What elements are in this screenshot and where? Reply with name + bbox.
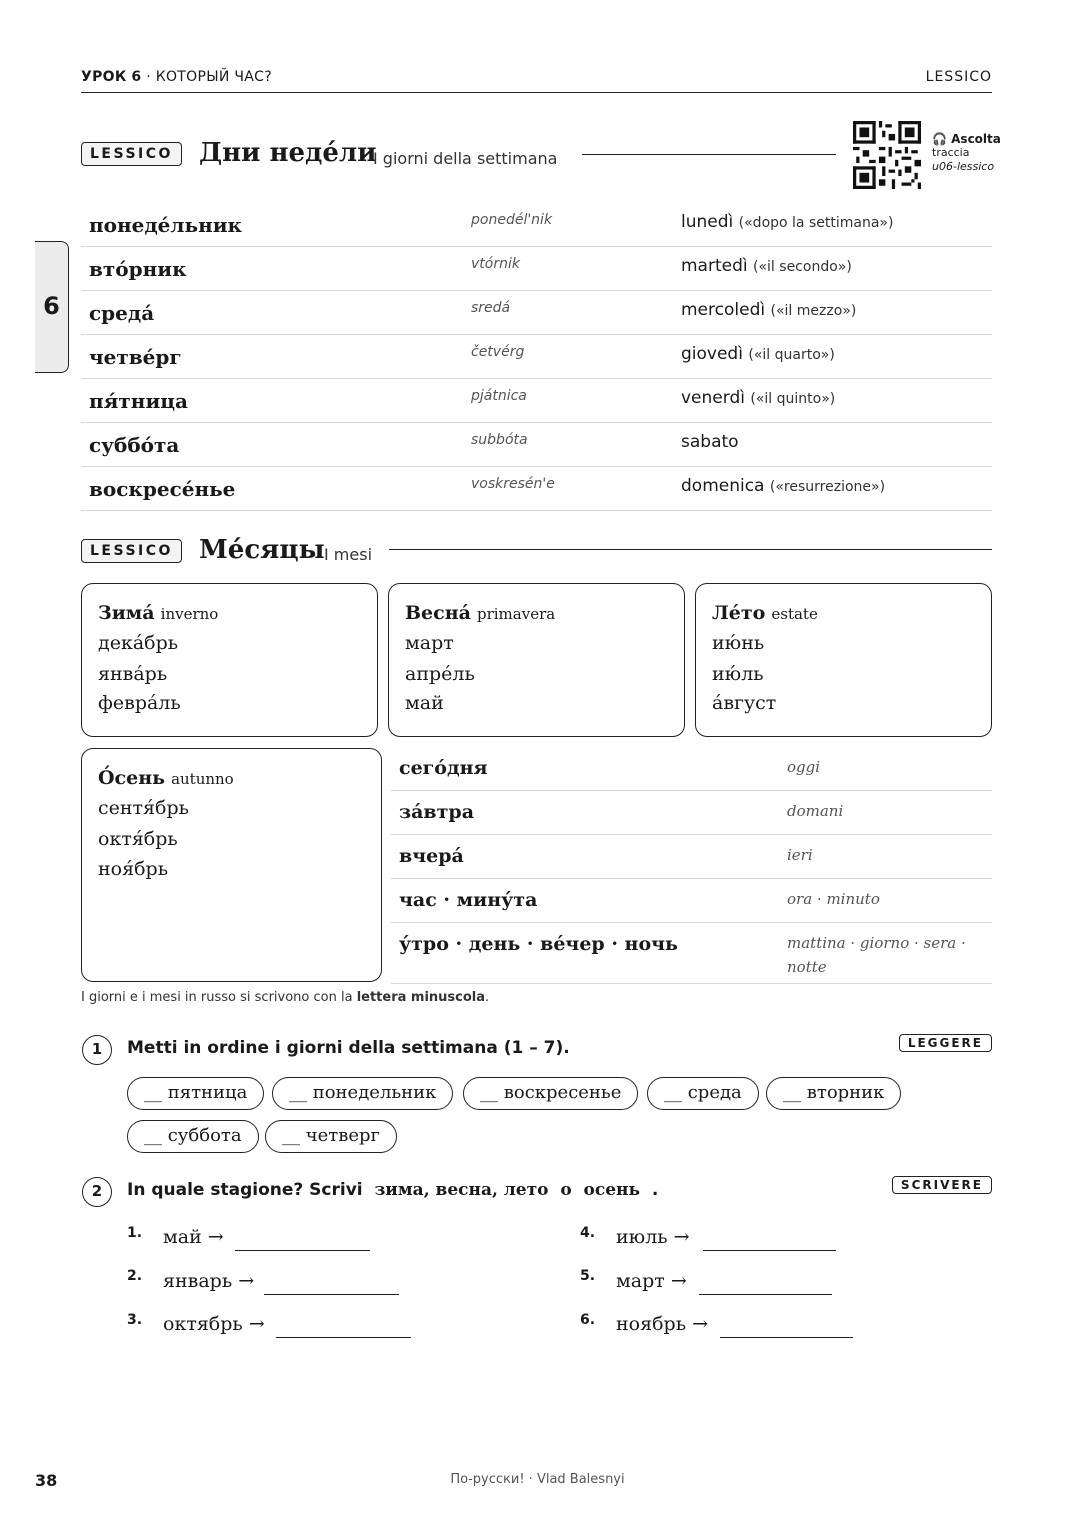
- audio-track-id: u06-lessico: [932, 160, 995, 173]
- day-transliteration: vtórnik: [471, 256, 520, 272]
- season-box-winter: [81, 583, 378, 737]
- question-number: 6.: [580, 1312, 596, 1328]
- answer-blank[interactable]: [720, 1337, 853, 1338]
- month-name: апре́ль: [405, 663, 475, 685]
- footer-credit: По-русски! · Vlad Balesnyi: [450, 1472, 625, 1487]
- day-russian: среда́: [89, 301, 155, 325]
- months-subtitle: I mesi: [324, 545, 373, 564]
- day-note: («il quinto»): [750, 391, 836, 407]
- section-rule: [389, 549, 992, 550]
- day-russian: воскресе́нье: [89, 477, 236, 501]
- season-box-spring: [388, 583, 685, 737]
- month-name: янва́рь: [98, 663, 168, 685]
- question-number: 3.: [127, 1312, 143, 1328]
- answer-blank[interactable]: [699, 1294, 832, 1295]
- note-text: I giorni e i mesi in russo si scrivono con la: [81, 990, 357, 1005]
- day-italian: venerdì: [681, 388, 745, 408]
- table-row: [391, 835, 992, 879]
- month-name: март: [405, 632, 454, 654]
- question-text: май →: [163, 1226, 224, 1248]
- table-row: [391, 923, 992, 984]
- day-russian: понеде́льник: [89, 213, 242, 237]
- running-header: [81, 69, 272, 85]
- note-bold: lettera minuscola: [356, 990, 486, 1005]
- season-italian: inverno: [160, 605, 219, 623]
- day-transliteration: subbóta: [471, 432, 528, 448]
- answer-blank[interactable]: [276, 1337, 411, 1338]
- header-rule: [81, 92, 992, 93]
- season-name: Весна́: [405, 602, 471, 624]
- month-name: май: [405, 692, 444, 714]
- table-row: [81, 467, 992, 511]
- months-title: Ме́сяцы: [199, 535, 325, 565]
- day-note: («il secondo»): [753, 259, 852, 275]
- audio-track-label: traccia: [932, 146, 970, 159]
- word-italian: ora · minuto: [787, 890, 880, 908]
- day-russian: пя́тница: [89, 389, 189, 413]
- ordering-pill[interactable]: __ воскресенье: [463, 1077, 638, 1110]
- section-rule: [582, 154, 836, 155]
- answer-blank[interactable]: [264, 1294, 399, 1295]
- day-transliteration: četvérg: [471, 344, 525, 360]
- word-russian: сего́дня: [399, 757, 488, 779]
- ordering-pill[interactable]: __ вторник: [766, 1077, 901, 1110]
- grammar-note: [81, 990, 489, 1005]
- days-table: [81, 203, 992, 511]
- word-italian: mattina · giorno · sera · notte: [787, 934, 966, 976]
- question-text: ноябрь →: [616, 1313, 708, 1335]
- word-italian: oggi: [787, 758, 821, 776]
- table-row: [81, 247, 992, 291]
- lesson-title: КОТОРЫЙ ЧАС?: [155, 69, 272, 85]
- exercise-title: [127, 1180, 658, 1200]
- answer-blank[interactable]: [703, 1250, 836, 1251]
- day-note: («dopo la settimana»): [738, 215, 894, 231]
- word-italian: ieri: [787, 846, 813, 864]
- ordering-pill[interactable]: __ понедельник: [272, 1077, 453, 1110]
- month-name: февра́ль: [98, 692, 181, 714]
- section-label: LESSICO: [925, 69, 992, 85]
- month-name: а́вгуст: [712, 692, 777, 714]
- question-number: 1.: [127, 1225, 143, 1241]
- question-number: 4.: [580, 1225, 596, 1241]
- chapter-tab: [35, 241, 69, 373]
- lessico-badge: LESSICO: [81, 539, 182, 563]
- ordering-pill[interactable]: __ четверг: [265, 1120, 397, 1153]
- month-name: ию́нь: [712, 632, 765, 654]
- lesson-label: УРОК: [81, 69, 127, 85]
- lessico-badge: LESSICO: [81, 142, 182, 166]
- headphones-icon: 🎧: [932, 132, 947, 146]
- day-transliteration: sredá: [471, 300, 511, 316]
- table-row: [81, 379, 992, 423]
- time-words-table: [391, 747, 992, 984]
- word-russian: за́втра: [399, 801, 475, 823]
- table-row: [81, 291, 992, 335]
- ordering-pill[interactable]: __ суббота: [127, 1120, 259, 1153]
- season-italian: primavera: [476, 605, 556, 623]
- skill-badge: SCRIVERE: [892, 1176, 992, 1194]
- day-italian: sabato: [681, 432, 739, 452]
- day-note: («il mezzo»): [770, 303, 857, 319]
- audio-reference: [932, 132, 1001, 174]
- day-italian: giovedì: [681, 344, 743, 364]
- day-italian: martedì: [681, 256, 748, 276]
- table-row: [81, 335, 992, 379]
- table-row: [81, 203, 992, 247]
- table-row: [81, 423, 992, 467]
- page-number: 38: [35, 1471, 58, 1490]
- word-russian: вчера́: [399, 845, 464, 867]
- exercise-title-text: In quale stagione? Scrivi: [127, 1180, 363, 1200]
- question-text: январь →: [163, 1270, 255, 1292]
- day-transliteration: pjátnica: [471, 388, 527, 404]
- exercise-number: 2: [82, 1177, 112, 1207]
- month-name: сентя́брь: [98, 797, 189, 819]
- season-box-autumn: [81, 748, 382, 982]
- word-russian: час · мину́та: [399, 889, 538, 911]
- season-italian: estate: [771, 605, 818, 623]
- exercise-title-last: осень: [583, 1180, 641, 1200]
- day-russian: суббо́та: [89, 433, 180, 457]
- season-name: О́сень: [98, 767, 166, 789]
- word-russian: у́тро · день · ве́чер · ночь: [399, 933, 678, 955]
- day-italian: mercoledì: [681, 300, 766, 320]
- note-end: .: [485, 990, 490, 1005]
- day-russian: четве́рг: [89, 345, 182, 369]
- days-subtitle: I giorni della settimana: [373, 149, 558, 168]
- exercise-title-end: .: [651, 1180, 659, 1200]
- ordering-pill[interactable]: __ пятница: [127, 1077, 264, 1110]
- question-text: март →: [616, 1270, 687, 1292]
- day-note: («il quarto»): [748, 347, 835, 363]
- word-italian: domani: [787, 802, 844, 820]
- day-russian: вто́рник: [89, 257, 187, 281]
- answer-blank[interactable]: [235, 1250, 370, 1251]
- exercise-title-words: зима, весна, лето: [374, 1180, 549, 1200]
- question-text: июль →: [616, 1226, 690, 1248]
- exercise-number: 1: [82, 1035, 112, 1065]
- skill-badge: LEGGERE: [899, 1034, 992, 1052]
- day-italian: domenica: [681, 476, 765, 496]
- audio-label: Ascolta: [951, 132, 1001, 146]
- ordering-pill[interactable]: __ среда: [647, 1077, 759, 1110]
- lesson-number: 6: [131, 69, 142, 85]
- exercise-title-or: o: [560, 1180, 572, 1200]
- day-transliteration: ponedél'nik: [471, 212, 553, 228]
- day-italian: lunedì: [681, 212, 734, 232]
- table-row: [391, 879, 992, 923]
- table-row: [391, 747, 992, 791]
- month-name: октя́брь: [98, 828, 178, 850]
- season-italian: autunno: [171, 770, 234, 788]
- question-text: октябрь →: [163, 1313, 265, 1335]
- season-box-summer: [695, 583, 992, 737]
- question-number: 5.: [580, 1268, 596, 1284]
- chapter-tab-number: 6: [43, 292, 60, 320]
- month-name: ию́ль: [712, 663, 764, 685]
- day-note: («resurrezione»): [769, 479, 886, 495]
- day-transliteration: voskresén'e: [471, 476, 555, 492]
- month-name: ноя́брь: [98, 858, 169, 880]
- header-separator: ·: [146, 69, 151, 85]
- exercise-title: Metti in ordine i giorni della settimana (1 – 7).: [127, 1038, 570, 1058]
- days-title: Дни неде́ли: [199, 138, 377, 168]
- season-name: Зима́: [98, 602, 155, 624]
- question-number: 2.: [127, 1268, 143, 1284]
- season-name: Ле́то: [712, 602, 766, 624]
- month-name: дека́брь: [98, 632, 179, 654]
- table-row: [391, 791, 992, 835]
- qr-code-icon[interactable]: [853, 121, 921, 189]
